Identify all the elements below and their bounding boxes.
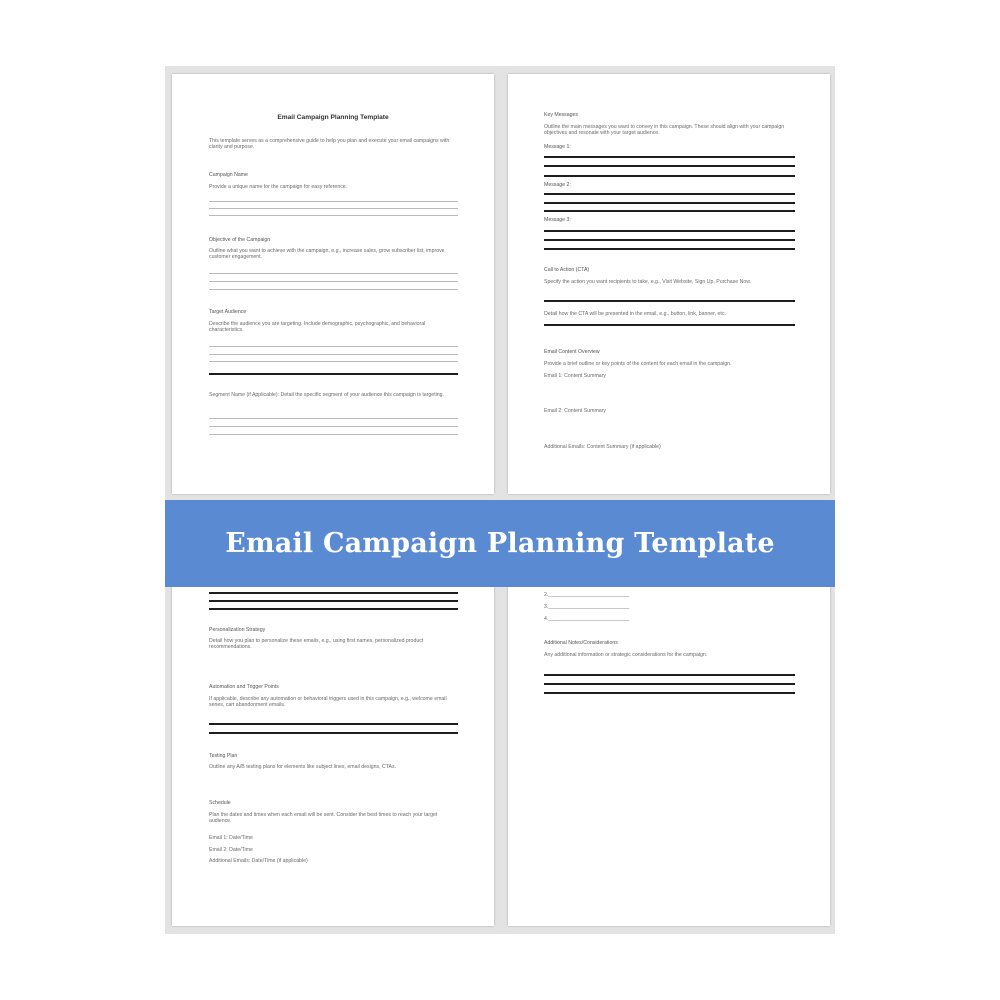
schedule-desc: Plan the dates and times when each email will be sent. Consider the best times to reach your target audience. [209,812,438,825]
banner-title: Email Campaign Planning Template [225,528,775,559]
objective-heading: Objective of the Campaign [209,237,271,243]
cta-detail: Detail how the CTA will be presented in the email, e.g., button, link, banner, etc. [544,311,726,317]
answer-line [209,346,458,347]
objective-desc: Outline what you want to achieve with the campaign, e.g., increase sales, grow subscriber list, improve customer engagement. [209,248,445,261]
answer-line [209,373,458,375]
answer-line [544,239,795,241]
answer-line [209,361,458,362]
email-2-datetime: Email 2: Date/Time [209,847,253,853]
testing-desc: Outline any A/B testing plans for elements like subject lines, email designs, CTAs. [209,764,397,770]
answer-line [544,300,795,302]
answer-line [209,723,458,725]
cta-heading: Call to Action (CTA) [544,267,590,273]
cta-desc: Specify the action you want recipients to take, e.g., Visit Website, Sign Up, Purchase Now. [544,279,752,285]
document-page-2 [508,74,830,494]
list-item-4: 4.____________________________ [544,616,630,622]
message-3-label: Message 3: [544,217,571,223]
personalization-desc: Detail how you plan to personalize these emails, e.g., using first names, personalized product recommendations. [209,638,424,651]
answer-line [209,281,458,282]
title-banner [165,500,835,587]
notes-heading: Additional Notes/Considerations [544,640,618,646]
answer-line [544,692,795,694]
answer-line [544,156,795,158]
testing-heading: Testing Plan [209,753,238,759]
answer-line [544,175,795,177]
answer-line [544,230,795,232]
answer-line [544,674,795,676]
answer-line [209,201,458,202]
message-2-label: Message 2: [544,182,571,188]
key-messages-desc: Outline the main messages you want to convey in this campaign. These should align with your campaign objectives and resonate with your target audience. [544,124,785,137]
schedule-heading: Schedule [209,800,231,806]
answer-line [544,165,795,167]
automation-heading: Automation and Trigger Points [209,684,279,690]
answer-line [209,592,458,594]
automation-desc: If applicable, describe any automation or behavioral triggers used in this campaign, e.g., welcome email series, cart abandonment emails. [209,696,447,709]
audience-heading: Target Audience [209,309,247,315]
email-1-datetime: Email 1: Date/Time [209,835,253,841]
additional-emails-summary: Additional Emails: Content Summary (if applicable) [544,444,661,450]
key-messages-heading: Key Messages [544,112,579,118]
answer-line [544,202,795,204]
audience-desc: Describe the audience you are targeting. Include demographic, psychographic, and behavioral characteristics. [209,321,426,334]
segment-desc: Segment Name (if Applicable): Detail the specific segment of your audience this campaign is targeting. [209,392,444,398]
answer-line [209,418,458,419]
answer-line [209,354,458,355]
answer-line [544,193,795,195]
answer-line [544,210,795,212]
answer-line [209,434,458,435]
notes-desc: Any additional information or strategic considerations for the campaign. [544,652,708,658]
personalization-heading: Personalization Strategy [209,627,266,633]
document-title: Email Campaign Planning Template [277,114,389,121]
campaign-name-heading: Campaign Name [209,172,248,178]
list-item-3: 3.____________________________ [544,604,630,610]
document-page-1 [172,74,494,494]
list-item-2: 2.____________________________ [544,592,630,598]
campaign-name-desc: Provide a unique name for the campaign for easy reference. [209,184,348,190]
content-overview-desc: Provide a brief outline or key points of the content for each email in the campaign. [544,361,732,367]
answer-line [209,732,458,734]
answer-line [209,208,458,209]
intro-text: This template serves as a comprehensive guide to help you plan and execute your email campaigns with clarity and purpose. [209,138,450,151]
answer-line [209,608,458,610]
answer-line [209,273,458,274]
answer-line [544,248,795,250]
additional-emails-datetime: Additional Emails: Date/Time (if applicable) [209,858,308,864]
answer-line [209,600,458,602]
answer-line [209,289,458,290]
email-1-summary: Email 1: Content Summary [544,373,606,379]
answer-line [544,324,795,326]
answer-line [209,426,458,427]
answer-line [209,215,458,216]
message-1-label: Message 1: [544,144,571,150]
content-overview-heading: Email Content Overview [544,349,600,355]
answer-line [544,683,795,685]
email-2-summary: Email 2: Content Summary [544,408,606,414]
